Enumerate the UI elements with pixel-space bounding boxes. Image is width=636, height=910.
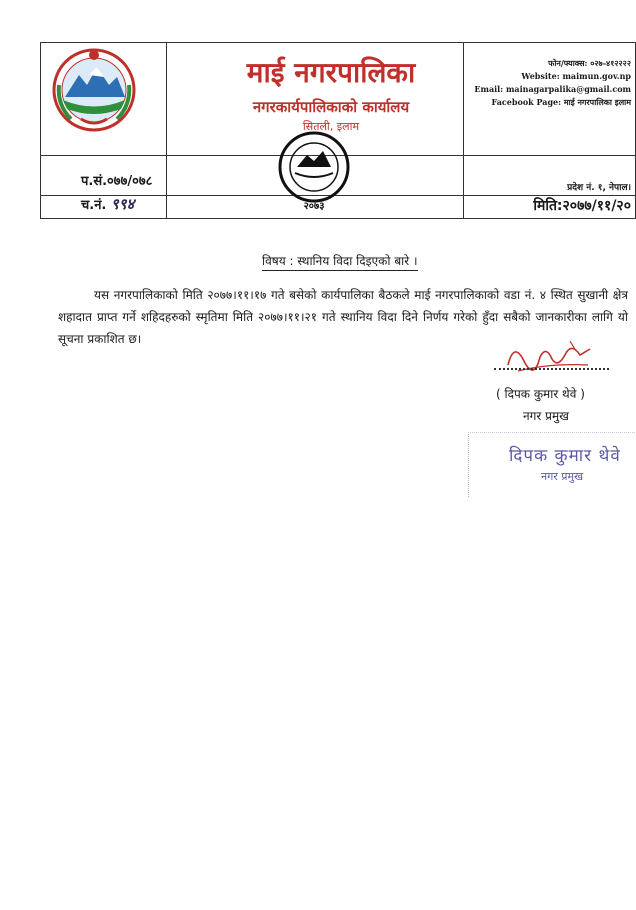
seal-year: २०७३ [303, 201, 325, 211]
letterhead [40, 42, 636, 219]
signature-line [494, 368, 609, 370]
letter-date: मिति:२०७७/११/२० [533, 198, 631, 214]
name-stamp-name: दिपक कुमार थेवे [509, 446, 621, 466]
municipality-emblem-icon [49, 45, 139, 135]
dispatch-number-value: ९९४ [110, 195, 135, 213]
dispatch-number-label: च.नं. [81, 198, 107, 213]
name-stamp-title: नगर प्रमुख [541, 470, 584, 483]
signatory-name: ( दिपक कुमार थेवे ) [496, 387, 585, 401]
office-seal-stamp [271, 127, 357, 211]
letter-body: यस नगरपालिकाको मिति २०७७।११।१७ गते बसेको कार्यपालिका बैठकले माई नगरपालिकाको वडा नं. ४ स्थित सुखानी क्षेत्र शहादात प्राप्त गर्ने शहिदहरुको स्मृतिमा मिति २०७७।११।२१ गते स्थानिय विदा दिने निर्णय गरेको हुँदा सबैको जानकारीका लागि यो सूचना प्रकाशित छ। [58, 288, 628, 346]
left-column-divider [166, 43, 167, 218]
email-text: Email: mainagarpalika@gmail.com [474, 84, 631, 94]
office-location: सितली, इलाम [302, 120, 360, 133]
name-stamp [468, 432, 635, 497]
province-text: प्रदेश नं. १, नेपाल। [567, 183, 631, 193]
website-text: Website: maimun.gov.np [521, 71, 631, 81]
signatory-title: नगर प्रमुख [523, 409, 569, 423]
contact-block [461, 57, 631, 109]
municipality-name: माई नगरपालिका [246, 56, 416, 89]
letter-subject: विषय : स्थानिय विदा दिइएको बारे । [262, 252, 418, 271]
reference-number: प.सं.०७७/०७८ [81, 174, 153, 189]
dispatch-number [81, 194, 134, 214]
phone-text: फोन/फ्याक्स: ०२७-४१२२२२ [548, 58, 631, 68]
handwritten-signature [500, 335, 596, 377]
facebook-text: Facebook Page: माई नगरपालिका इलाम [491, 97, 631, 107]
office-name: नगरकार्यपालिकाको कार्यालय [252, 98, 410, 116]
